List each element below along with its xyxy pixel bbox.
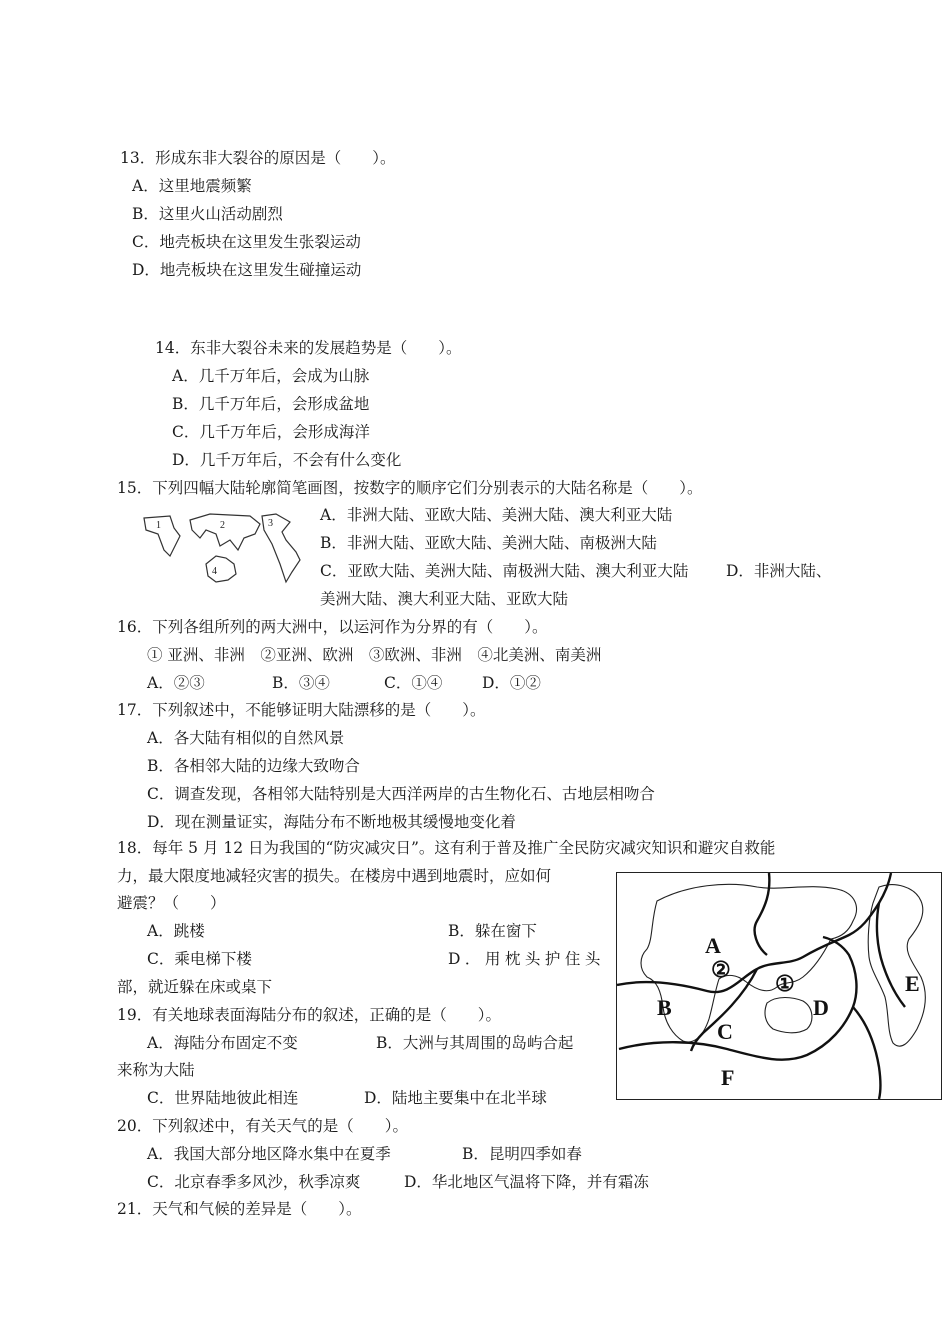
q18-option-d-part2: 部，就近躲在床或桌下 — [117, 978, 273, 996]
continent-outline-sketch — [140, 510, 310, 590]
q19-option-a: A．海陆分布固定不变 — [147, 1034, 298, 1052]
australia-outline — [765, 998, 812, 1033]
q15-option-b: B．非洲大陆、亚欧大陆、美洲大陆、南极洲大陆 — [320, 534, 657, 552]
sketch-label-3: 3 — [268, 518, 273, 529]
q13-option-d: D．地壳板块在这里发生碰撞运动 — [132, 261, 362, 279]
q18-option-a: A．跳楼 — [147, 922, 205, 940]
q20-stem: 20．下列叙述中，有关天气的是（ ）。 — [117, 1117, 408, 1135]
q13-option-a: A．这里地震频繁 — [132, 177, 252, 195]
q16-stem: 16．下列各组所列的两大洲中，以运河作为分界的有（ ）。 — [117, 618, 548, 636]
q17-stem: 17．下列叙述中，不能够证明大陆漂移的是（ ）。 — [117, 701, 486, 719]
q13-stem: 13．形成东非大裂谷的原因是（ ）。 — [120, 149, 396, 167]
q14-stem: 14．东非大裂谷未来的发展趋势是（ ）。 — [155, 339, 462, 357]
plate-boundary-lines — [877, 903, 905, 1007]
sketch-label-2: 2 — [220, 520, 225, 531]
q14-option-d: D．几千万年后，不会有什么变化 — [172, 451, 402, 469]
q15-option-a: A．非洲大陆、亚欧大陆、美洲大陆、澳大利亚大陆 — [320, 506, 673, 524]
q19-option-b-part1: B．大洲与其周围的岛屿合起 — [376, 1034, 574, 1052]
q15-stem: 15．下列四幅大陆轮廓简笔画图，按数字的顺序它们分别表示的大陆名称是（ ）。 — [117, 479, 703, 497]
q18-stem-line2: 力，最大限度地减轻灾害的损失。在楼房中遇到地震时，应如何 — [117, 867, 552, 885]
q16-option-c: C．①④ — [384, 674, 443, 692]
q13-option-c: C．地壳板块在这里发生张裂运动 — [132, 233, 361, 251]
q17-option-a: A．各大陆有相似的自然风景 — [147, 729, 345, 747]
q14-option-a: A．几千万年后，会成为山脉 — [172, 367, 370, 385]
plate-tectonics-map — [616, 872, 942, 1100]
q15-option-c: C．亚欧大陆、美洲大陆、南极洲大陆、澳大利亚大陆 — [320, 562, 689, 580]
q15-option-d-part2: 美洲大陆、澳大利亚大陆、亚欧大陆 — [320, 590, 569, 608]
plate-label-a: A — [705, 933, 721, 958]
q16-option-d: D．①② — [482, 674, 541, 692]
q20-option-c: C．北京春季多风沙，秋季凉爽 — [147, 1173, 361, 1191]
q20-option-b: B．昆明四季如春 — [462, 1145, 582, 1163]
q18-stem-line3: 避震？（ ） — [117, 894, 226, 912]
q19-option-c: C．世界陆地彼此相连 — [147, 1089, 299, 1107]
q21-stem: 21．天气和气候的差异是（ ）。 — [117, 1200, 362, 1218]
plate-label-e: E — [905, 971, 920, 996]
q20-option-a: A．我国大部分地区降水集中在夏季 — [147, 1145, 391, 1163]
q14-option-c: C．几千万年后，会形成海洋 — [172, 423, 370, 441]
plate-label-f: F — [721, 1065, 735, 1090]
americas-outline — [868, 885, 925, 1046]
q14-option-b: B．几千万年后，会形成盆地 — [172, 395, 370, 413]
plate-boundary-lines — [853, 1007, 881, 1099]
q13-option-b: B．这里火山活动剧烈 — [132, 205, 283, 223]
q17-option-d: D．现在测量证实，海陆分布不断地极其缓慢地变化着 — [147, 813, 516, 831]
q15-option-d-part1: D．非洲大陆、 — [726, 562, 832, 580]
q18-stem-line1: 18．每年 5 月 12 日为我国的“防灾减灾日”。这有利于普及推广全民防灾减灾知识和避灾自救能 — [117, 839, 776, 857]
q17-option-c: C．调查发现，各相邻大陆特别是大西洋两岸的古生物化石、古地层相吻合 — [147, 785, 655, 803]
plate-label-c: C — [717, 1019, 733, 1044]
sketch-label-4: 4 — [212, 566, 217, 577]
q16-items: ① 亚洲、非洲 ②亚洲、欧洲 ③欧洲、非洲 ④北美洲、南美洲 — [147, 646, 602, 664]
q20-option-d: D．华北地区气温将下降，并有霜冻 — [404, 1173, 649, 1191]
plate-label-b: B — [657, 995, 672, 1020]
q19-stem: 19．有关地球表面海陆分布的叙述，正确的是（ ）。 — [117, 1006, 501, 1024]
plate-label-d: D — [813, 995, 829, 1020]
q19-option-d: D．陆地主要集中在北半球 — [364, 1089, 547, 1107]
q18-option-b: B．躲在窗下 — [448, 922, 537, 940]
plate-label-circle-1: ① — [775, 971, 795, 996]
q16-option-a: A．②③ — [147, 674, 205, 692]
plate-boundary-lines — [755, 873, 770, 955]
q17-option-b: B．各相邻大陆的边缘大致吻合 — [147, 757, 360, 775]
q18-option-c: C．乘电梯下楼 — [147, 950, 252, 968]
plate-label-circle-2: ② — [711, 957, 731, 982]
continent-outline-4 — [206, 556, 236, 582]
continent-outline-1 — [144, 516, 180, 556]
sketch-label-1: 1 — [156, 520, 161, 531]
q18-option-d-part1: D．用枕头护住头 — [448, 950, 605, 968]
q19-option-b-part2: 来称为大陆 — [117, 1061, 195, 1079]
q16-option-b: B．③④ — [272, 674, 330, 692]
continent-outline-2 — [190, 514, 260, 550]
